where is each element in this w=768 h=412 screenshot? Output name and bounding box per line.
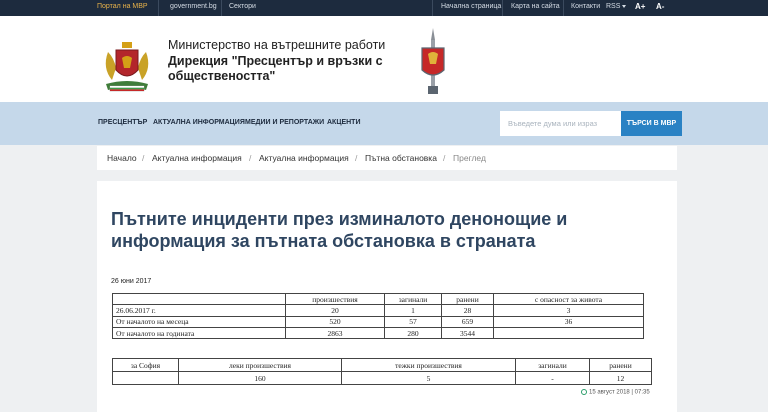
table-cell: 659 (442, 316, 494, 327)
government-link[interactable]: government.bg (170, 3, 217, 10)
sectors-link[interactable]: Сектори (229, 3, 256, 10)
divider (563, 0, 564, 16)
nav-item-highlights[interactable]: АКЦЕНТИ (327, 119, 361, 126)
breadcrumb-separator: / (355, 153, 358, 163)
table-cell: 36 (494, 316, 644, 327)
table-cell: 28 (442, 305, 494, 316)
table-cell: 3544 (442, 327, 494, 338)
table-header: загинали (385, 294, 442, 305)
nav-item-media[interactable]: МЕДИИ И РЕПОРТАЖИ (245, 119, 325, 126)
divider (502, 0, 503, 16)
contacts-link[interactable]: Контакти (571, 3, 601, 10)
table-row (113, 372, 652, 385)
table-cell: 3 (494, 305, 644, 316)
breadcrumb-separator: / (249, 153, 252, 163)
table-cell: 520 (286, 316, 385, 327)
table-row (113, 305, 644, 316)
breadcrumb (97, 146, 677, 170)
home-link[interactable]: Начална страница (441, 3, 502, 10)
table-header: за София (113, 359, 179, 372)
sofia-table (112, 358, 652, 385)
coat-of-arms-icon[interactable] (98, 38, 156, 96)
breadcrumb-separator: / (443, 153, 446, 163)
last-updated-text: 15 август 2018 | 07:35 (589, 389, 650, 396)
table-header: леки произшествия (179, 359, 342, 372)
table-cell: От началото на месеца (113, 316, 286, 327)
table-header-row (113, 294, 644, 305)
breadcrumb-current-info[interactable]: Актуална информация (152, 153, 242, 163)
chevron-down-icon (622, 5, 626, 8)
table-header: произшествия (286, 294, 385, 305)
font-decrease-button[interactable]: A- (656, 2, 665, 11)
article-title: Пътните инциденти през изминалото денонощие и информация за пътната обстановка в страната (111, 209, 568, 251)
table-header: ранени (590, 359, 652, 372)
rss-label: RSS (606, 3, 621, 10)
main-navigation (0, 102, 768, 145)
breadcrumb-road-situation[interactable]: Пътна обстановка (365, 153, 437, 163)
breadcrumb-view: Преглед (453, 153, 486, 163)
table-cell: 5 (342, 372, 516, 385)
table-header: ранени (442, 294, 494, 305)
table-cell (113, 372, 179, 385)
table-cell: 160 (179, 372, 342, 385)
divider (432, 0, 433, 16)
clock-icon (581, 389, 587, 395)
table-header-row (113, 359, 652, 372)
table-cell: 280 (385, 327, 442, 338)
breadcrumb-separator: / (142, 153, 145, 163)
ministry-name: Министерство на вътрешните работи (168, 38, 386, 52)
nav-item-current-info[interactable]: АКТУАЛНА ИНФОРМАЦИЯ (153, 119, 245, 126)
table-cell: 2863 (286, 327, 385, 338)
directorate-name: Дирекция "Пресцентър и връзки с обществеността" (168, 54, 383, 83)
sitemap-link[interactable]: Карта на сайта (511, 3, 560, 10)
font-increase-button[interactable]: A+ (635, 2, 646, 11)
table-cell: 20 (286, 305, 385, 316)
table-row (113, 327, 644, 338)
table-header: с опасност за живота (494, 294, 644, 305)
table-cell: 57 (385, 316, 442, 327)
table-cell: 1 (385, 305, 442, 316)
table-cell: 12 (590, 372, 652, 385)
article-date: 26 юни 2017 (111, 278, 152, 285)
site-header (0, 16, 768, 102)
last-updated (581, 389, 650, 396)
divider (221, 0, 222, 16)
table-row (113, 316, 644, 327)
table-header (113, 294, 286, 305)
incidents-table (112, 293, 644, 339)
breadcrumb-home[interactable]: Начало (107, 153, 137, 163)
search-input[interactable] (500, 111, 621, 136)
table-cell: От началото на годината (113, 327, 286, 338)
nav-item-press-center[interactable]: ПРЕСЦЕНТЪР (98, 119, 148, 126)
top-bar (0, 0, 768, 16)
breadcrumb-current-info-2[interactable]: Актуална информация (259, 153, 349, 163)
rss-link[interactable] (606, 3, 626, 10)
table-header: загинали (516, 359, 590, 372)
table-cell (494, 327, 644, 338)
divider (158, 0, 159, 16)
search-button[interactable]: ТЪРСИ В МВР (621, 111, 682, 136)
portal-link[interactable]: Портал на МВР (97, 3, 148, 10)
table-header: тежки произшествия (342, 359, 516, 372)
table-cell: 26.06.2017 г. (113, 305, 286, 316)
mvr-emblem-icon[interactable] (418, 26, 448, 98)
table-cell: - (516, 372, 590, 385)
